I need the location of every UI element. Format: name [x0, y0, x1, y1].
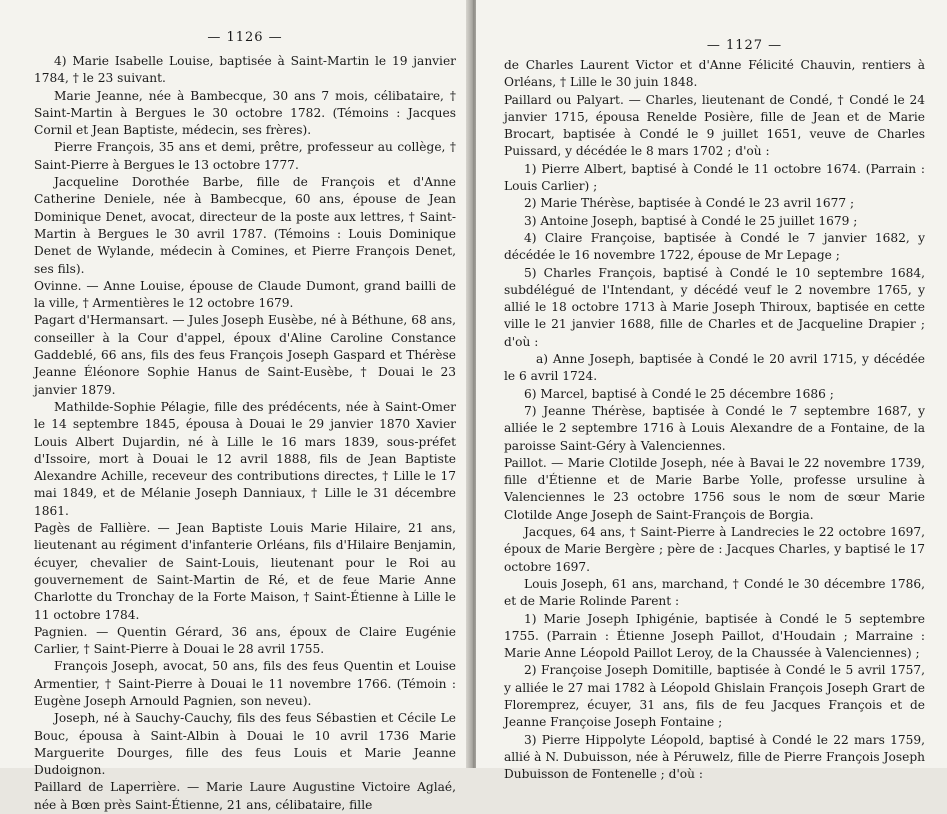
paragraph: Marie Jeanne, née à Bambecque, 30 ans 7 mois, célibataire, † Saint-Martin à Bergues le 30 octobre 1782. (Témoins : Jacques Cornil et Jean Baptiste, médecin, ses frères). [34, 88, 456, 138]
paragraph: Mathilde-Sophie Pélagie, fille des prédécents, née à Saint-Omer le 14 septembre 1845, épousa à Douai le 29 janvier 1870 Xavier Louis Albert Dujardin, né à Lille le 16 mars 1839, sous-préfet d'Issoire, mort à Douai le 12 avril 1888, fils de Jean Baptiste Alexandre Achille, receveur des contributions directes, † Lille le 17 mai 1849, et de Mélanie Joseph Danniaux, † Lille le 31 décembre 1861. [34, 399, 456, 518]
list-item: 1) Marie Joseph Iphigénie, baptisée à Condé le 5 septembre 1755. (Parrain : Étienne Joseph Paillot, d'Houdain ; Marraine : Marie Anne Léopold Paillot Leroy, de la Chaussée à Valenciennes) ; [504, 611, 925, 661]
list-item: 7) Jeanne Thérèse, baptisée à Condé le 7 septembre 1687, y alliée le 2 septembre 1716 à Louis Alexandre de a Fontaine, de la paroisse Saint-Géry à Valenciennes. [504, 403, 925, 453]
right-page-text [504, 57, 925, 783]
list-item: 5) Charles François, baptisé à Condé le 10 septembre 1684, subdélégué de l'Intendant, y décédé veuf le 2 novembre 1765, y allié le 18 octobre 1713 à Marie Joseph Thiroux, baptisée en cette ville le 21 janvier 1688, fille de Charles et de Jacqueline Drapier ; d'où : [504, 265, 925, 349]
paragraph: Pierre François, 35 ans et demi, prêtre, professeur au collège, † Saint-Pierre à Bergues le 13 octobre 1777. [34, 140, 456, 172]
entry-paillot: Paillot. — Marie Clotilde Joseph, née à Bavai le 22 novembre 1739, fille d'Étienne et de Marie Barbe Yolle, professe ursuline à Valenciennes le 23 octobre 1756 sous le nom de sœur Marie Clotilde Ange Joseph de Saint-François de Borgia. [504, 455, 925, 522]
page-number-left: — 1126 — [207, 30, 283, 45]
right-page [476, 0, 947, 782]
entry-ovinne: Ovinne. — Anne Louise, épouse de Claude Dumont, grand bailli de la ville, † Armentières le 12 octobre 1679. [34, 278, 456, 311]
list-item: 3) Antoine Joseph, baptisé à Condé le 25 juillet 1679 ; [524, 213, 858, 228]
paragraph: de Charles Laurent Victor et d'Anne Félicité Chauvin, rentiers à Orléans, † Lille le 30 juin 1848. [504, 58, 925, 90]
entry-pages-de-falliere: Pagès de Fallière. — Jean Baptiste Louis Marie Hilaire, 21 ans, lieutenant au régiment d'infanterie Orléans, fils d'Hilaire Benjamin, écuyer, chevalier de Saint-Louis, lieutenant pour le Roi au gouvernement de Saint-Martin de Ré, et de feue Marie Anne Charlotte du Tronchay de la Forte Maison, † Saint-Étienne à Lille le 11 octobre 1784. [34, 521, 456, 622]
paragraph: Jacqueline Dorothée Barbe, fille de François et d'Anne Catherine Deniele, née à Bambecque, 60 ans, épouse de Jean Dominique Denet, avocat, directeur de la poste aux lettres, † Saint-Martin à Bergues le 30 avril 1787. (Témoins : Louis Dominique Denet de Wylande, médecin à Comines, et Pierre François Denet, ses fils). [34, 175, 456, 276]
entry-paillard: Paillard ou Palyart. — Charles, lieutenant de Condé, † Condé le 24 janvier 1715, épousa Renelde Posière, fille de Jean et de Marie Brocart, baptisée à Condé le 9 juillet 1651, veuve de Charles Puissard, y décédée le 8 mars 1702 ; d'où : [504, 92, 925, 159]
entry-pagart: Pagart d'Hermansart. — Jules Joseph Eusèbe, né à Béthune, 68 ans, conseiller à la Cour d'appel, époux d'Aline Caroline Constance Gaddeblé, 66 ans, fils des feus François Joseph Gaspard et Thérèse Jeanne Éléonore Sophie Hanus de Saint-Eusèbe, † Douai le 23 janvier 1879. [34, 313, 456, 397]
paragraph: Jacques, 64 ans, † Saint-Pierre à Landrecies le 22 octobre 1697, époux de Marie Bergère ; père de : Jacques Charles, y baptisé le 17 octobre 1697. [504, 525, 925, 574]
left-page [0, 0, 470, 812]
list-item: a) Anne Joseph, baptisée à Condé le 20 avril 1715, y décédée le 6 avril 1724. [504, 352, 925, 384]
paragraph: Louis Joseph, 61 ans, marchand, † Condé le 30 décembre 1786, et de Marie Rolinde Parent : [504, 576, 925, 609]
entry-pagnien: Pagnien. — Quentin Gérard, 36 ans, époux de Claire Eugénie Carlier, † Saint-Pierre à Douai le 28 avril 1755. [34, 624, 456, 657]
paragraph: François Joseph, avocat, 50 ans, fils des feus Quentin et Louise Armentier, † Saint-Pierre à Douai le 11 novembre 1766. (Témoin : Eugène Joseph Arnould Pagnien, son neveu). [34, 659, 456, 708]
list-item: 4) Claire Françoise, baptisée à Condé le 7 janvier 1682, y décédée le 16 novembre 1722, épouse de Mr Lepage ; [504, 230, 925, 263]
paragraph: 4) Marie Isabelle Louise, baptisée à Saint-Martin le 19 janvier 1784, † le 23 suivant. [34, 54, 456, 86]
page-number-right: — 1127 — [706, 38, 783, 53]
list-item: 3) Pierre Hippolyte Léopold, baptisé à Condé le 22 mars 1759, allié à N. Dubuisson, née à Péruwelz, fille de Pierre François Joseph Dubuisson de Fontenelle ; d'où : [504, 732, 925, 782]
list-item: 6) Marcel, baptisé à Condé le 25 décembre 1686 ; [524, 386, 834, 401]
list-item: 2) Marie Thérèse, baptisée à Condé le 23 avril 1677 ; [524, 196, 855, 211]
entry-paillard-de-laperriere: Paillard de Laperrière. — Marie Laure Augustine Victoire Aglaé, née à Bœn près Saint-Étienne, 21 ans, célibataire, fille [34, 780, 456, 812]
list-item: 1) Pierre Albert, baptisé à Condé le 11 octobre 1674. (Parrain : Louis Carlier) ; [504, 161, 925, 194]
list-item: 2) Françoise Joseph Domitille, baptisée à Condé le 5 avril 1757, y alliée le 27 mai 1782 à Léopold Ghislain François Joseph Grart de Floremprez, écuyer, 31 ans, fils de feu Jacques François et de Jeanne Françoise Joseph Fontaine ; [504, 663, 925, 730]
paragraph: Joseph, né à Sauchy-Cauchy, fils des feus Sébastien et Cécile Le Bouc, épousa à Saint-Albin à Douai le 10 avril 1736 Marie Marguerite Dourges, fille des feus Louis et Marie Jeanne Dudoignon. [34, 711, 456, 778]
left-page-text [34, 53, 456, 814]
